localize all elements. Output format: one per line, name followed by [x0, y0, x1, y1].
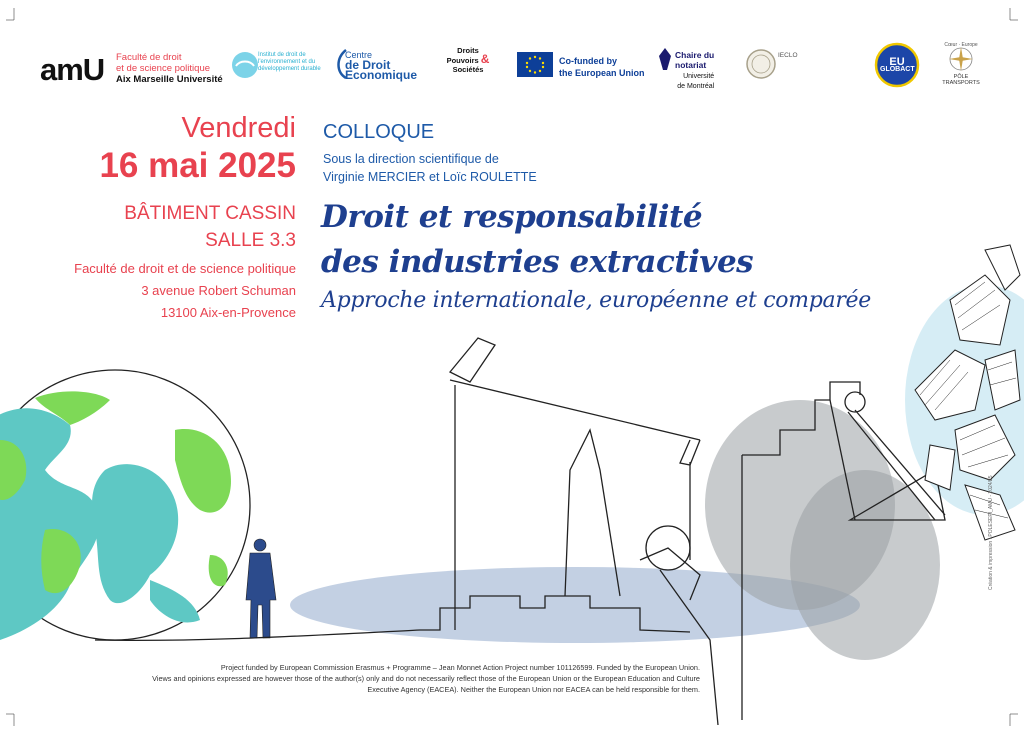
dps-line2: Pouvoirs [446, 56, 479, 65]
colloque-label: COLLOQUE [323, 121, 435, 143]
footer-line1: Project funded by European Commission Erasmus + Programme – Jean Monnet Action Project number 101126599. Funded by the European Union. [220, 663, 700, 672]
title-line1: Droit et responsabilité [321, 199, 703, 235]
euglobact-line2: GLOBACT [880, 66, 915, 73]
globe [0, 370, 250, 640]
idd-logo-text: Institut de droit de l'environnement et du développement durable [258, 52, 321, 72]
pole-top-text: Cœur · Europe [944, 42, 978, 48]
event-building: BÂTIMENT CASSIN [124, 203, 296, 224]
dps-line3: Sociétés [452, 65, 484, 74]
funding-disclaimer [60, 662, 700, 695]
amu-line3: Aix Marseille Université [116, 74, 223, 85]
cn-line1: Chaire du [675, 50, 715, 60]
cn-line3: Université [683, 73, 715, 80]
amu-logo-text [116, 52, 223, 85]
amu-logo-letters: amU [40, 52, 105, 87]
ieclo-seal-icon [745, 48, 777, 80]
event-room: SALLE 3.3 [205, 230, 296, 251]
event-address-line1: Faculté de droit et de science politique [74, 261, 296, 276]
event-date: 16 mai 2025 [99, 146, 296, 185]
direction-line2: Virginie MERCIER et Loïc ROULETTE [323, 170, 537, 184]
amu-line1: Faculté de droit [116, 52, 182, 63]
euglobact-logo-text [880, 58, 914, 74]
cn-logo [675, 50, 714, 92]
amu-line2: et de science politique [116, 63, 211, 74]
cde-line1: Centre [345, 50, 373, 60]
dps-amp: & [480, 52, 490, 66]
event-address-line3: 13100 Aix-en-Provence [160, 305, 296, 320]
eu-line2: the European Union [559, 68, 645, 78]
subtitle: Approche internationale, européenne et comparée [321, 288, 871, 313]
cn-line2: notariat [675, 60, 707, 70]
pole-logo-text: PÔLE TRANSPORTS [942, 74, 980, 86]
footer-line2: Views and opinions expressed are however those of the author(s) only and do not necessarily reflect those of the European Union or the European Education and Culture [152, 674, 700, 683]
dps-logo [433, 46, 503, 74]
event-address-line2: 3 avenue Robert Schuman [141, 283, 296, 298]
cn-pen-icon [657, 48, 673, 72]
scientific-direction [323, 150, 537, 186]
cde-logo [345, 50, 417, 80]
dps-line1: Droits [457, 46, 479, 55]
ieclo-logo-text: IECLO [778, 52, 798, 59]
pole-compass-icon [945, 44, 977, 74]
footer-line3: Executive Agency (EACEA). Neither the European Union nor EACEA can be held responsible for them. [367, 685, 700, 694]
eu-line1: Co-funded by [559, 56, 617, 66]
title-line2: des industries extractives [321, 244, 754, 280]
euglobact-line1: EU [889, 56, 905, 68]
eu-flag-icon [517, 52, 553, 77]
cde-line2: de Droit [345, 58, 391, 72]
man-figure [246, 539, 276, 638]
cde-line3: Economique [345, 68, 418, 82]
print-credit: Création & impression : POLESEPI_AMU - 2024/25 [988, 475, 994, 590]
eu-logo-text [559, 55, 645, 79]
event-day: Vendredi [181, 112, 296, 144]
direction-line1: Sous la direction scientifique de [323, 152, 499, 166]
cn-line4: de Montréal [677, 83, 715, 90]
